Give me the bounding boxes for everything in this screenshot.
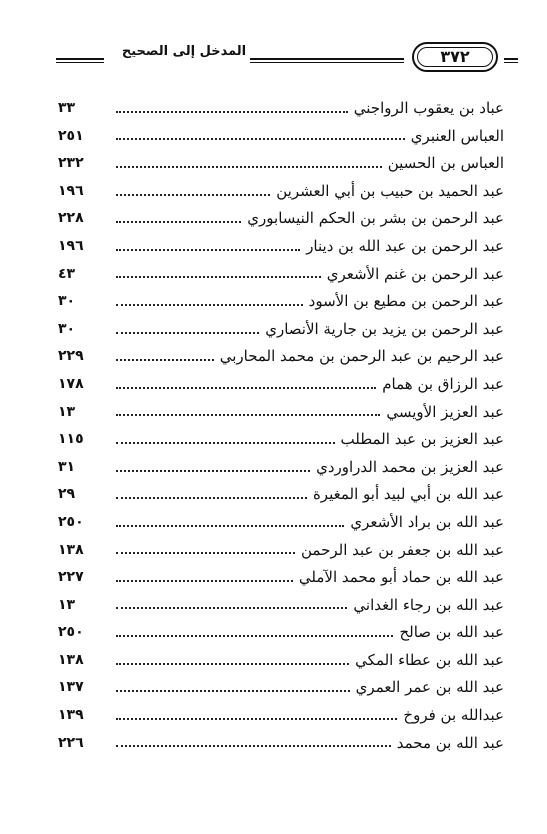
- entry-name: عبد الرزاق بن همام: [382, 374, 504, 393]
- dot-leader: [116, 525, 344, 527]
- dot-leader: [116, 497, 307, 499]
- index-entry: [58, 564, 504, 592]
- entry-name: عبد الله بن عطاء المكي: [355, 650, 504, 669]
- dot-leader: [116, 607, 347, 609]
- index-entry: [58, 371, 504, 399]
- page-reference: ٢٥٠: [58, 513, 84, 530]
- index-entry: [58, 537, 504, 565]
- entry-name: عبد الرحمن بن يزيد بن جارية الأنصاري: [265, 319, 504, 338]
- entry-name: العباس بن الحسين: [387, 154, 504, 173]
- dot-leader: [116, 635, 393, 637]
- dot-leader: [116, 194, 270, 196]
- index-entry: [58, 205, 504, 233]
- page-reference: ١٣: [58, 403, 76, 420]
- page-reference: ١٧٨: [58, 375, 84, 392]
- page-reference: ٣٠: [58, 320, 76, 337]
- index-entry: [58, 178, 504, 206]
- entry-name: عبد العزيز بن محمد الدراوردي: [316, 457, 504, 476]
- dot-leader: [116, 138, 405, 140]
- entry-name: عبدالله بن فروخ: [403, 706, 504, 725]
- page-reference: ٣٣: [58, 100, 76, 116]
- header-rule-middle: [250, 58, 404, 60]
- page-reference: ٢٥٠: [58, 624, 84, 641]
- entry-name: عباد بن يعقوب الرواجني: [353, 99, 504, 117]
- index-entry: [58, 123, 504, 151]
- page-reference: ١١٥: [58, 431, 84, 448]
- dot-leader: [116, 663, 349, 665]
- entry-name: عبد الله بن رجاء الغداني: [353, 595, 504, 614]
- index-entry: [58, 399, 504, 427]
- page-reference: ٤٣: [58, 265, 76, 282]
- entry-name: عبد الله بن براد الأشعري: [350, 512, 504, 531]
- dot-leader: [116, 221, 241, 223]
- index-list: [58, 95, 504, 757]
- page-reference: ١٣٨: [58, 541, 84, 558]
- index-entry: [58, 481, 504, 509]
- entry-name: عبد الحميد بن حبيب بن أبي العشرين: [276, 181, 504, 200]
- dot-leader: [116, 470, 310, 472]
- entry-name: عبد العزيز بن عبد المطلب: [340, 430, 504, 449]
- header-rule-left: [56, 58, 104, 60]
- entry-name: عبد الله بن محمد: [396, 733, 504, 752]
- page-number: ٣٧٢: [440, 47, 470, 66]
- index-entry: [58, 261, 504, 289]
- page-reference: ١٣٩: [58, 707, 84, 724]
- entry-name: العباس العنبري: [410, 126, 504, 145]
- entry-name: عبد الرحمن بن مطيع بن الأسود: [308, 292, 504, 311]
- page-reference: ٢٢٩: [58, 348, 84, 365]
- entry-name: عبد الرحمن بن بشر بن الحكم النيسابوري: [247, 209, 504, 228]
- index-entry: [58, 316, 504, 344]
- page-reference: ٢٢٨: [58, 210, 84, 227]
- page-reference: ٢٣٢: [58, 155, 84, 172]
- page-number-badge: [412, 42, 498, 72]
- index-entry: [58, 454, 504, 482]
- entry-name: عبد الله بن صالح: [399, 623, 504, 642]
- page-header: [28, 38, 508, 82]
- entry-name: عبد الرحمن بن عبد الله بن دينار: [306, 236, 504, 255]
- index-entry: [58, 702, 504, 730]
- page-reference: ١٩٦: [58, 237, 84, 254]
- page-reference: ١٣٧: [58, 679, 84, 696]
- dot-leader: [116, 718, 397, 720]
- index-entry: [58, 233, 504, 261]
- index-entry: [58, 343, 504, 371]
- index-entry: [58, 619, 504, 647]
- dot-leader: [116, 332, 259, 334]
- dot-leader: [116, 276, 321, 278]
- entry-name: عبد الله بن أبي لبيد أبو المغيرة: [312, 485, 504, 504]
- index-entry: [58, 288, 504, 316]
- dot-leader: [116, 552, 295, 554]
- dot-leader: [116, 690, 350, 692]
- index-entry: [58, 426, 504, 454]
- page-reference: ٣١: [58, 458, 76, 475]
- page-reference: ١٣٨: [58, 651, 84, 668]
- dot-leader: [116, 111, 348, 113]
- index-entry: [58, 647, 504, 675]
- entry-name: عبد العزيز الأويسي: [386, 402, 504, 421]
- dot-leader: [116, 580, 293, 582]
- dot-leader: [116, 442, 335, 444]
- running-title: المدخل إلى الصحيح: [121, 44, 247, 59]
- entry-name: عبد الله بن جعفر بن عبد الرحمن: [301, 540, 504, 559]
- page-reference: ٢٩: [58, 486, 76, 503]
- index-entry: [58, 95, 504, 123]
- page-reference: ١٩٦: [58, 182, 84, 199]
- dot-leader: [116, 414, 380, 416]
- dot-leader: [116, 745, 391, 747]
- page-reference: ١٣: [58, 596, 76, 613]
- index-entry: [58, 509, 504, 537]
- index-entry: [58, 592, 504, 620]
- index-entry: [58, 674, 504, 702]
- entry-name: عبد الله بن حماد أبو محمد الآملي: [298, 568, 504, 587]
- dot-leader: [116, 359, 214, 361]
- dot-leader: [116, 387, 376, 389]
- index-entry: [58, 150, 504, 178]
- entry-name: عبد الرحيم بن عبد الرحمن بن محمد المحاربي: [219, 347, 504, 366]
- dot-leader: [116, 249, 300, 251]
- page-reference: ٢٥١: [58, 127, 84, 144]
- index-entry: [58, 730, 504, 758]
- entry-name: عبد الله بن عمر العمري: [355, 678, 504, 697]
- page-reference: ٢٢٦: [58, 734, 84, 751]
- dot-leader: [116, 166, 382, 168]
- dot-leader: [116, 304, 303, 306]
- page-reference: ٣٠: [58, 293, 76, 310]
- header-rule-right: [504, 58, 518, 60]
- entry-name: عبد الرحمن بن غنم الأشعري: [326, 264, 504, 283]
- page-reference: ٢٢٧: [58, 569, 84, 586]
